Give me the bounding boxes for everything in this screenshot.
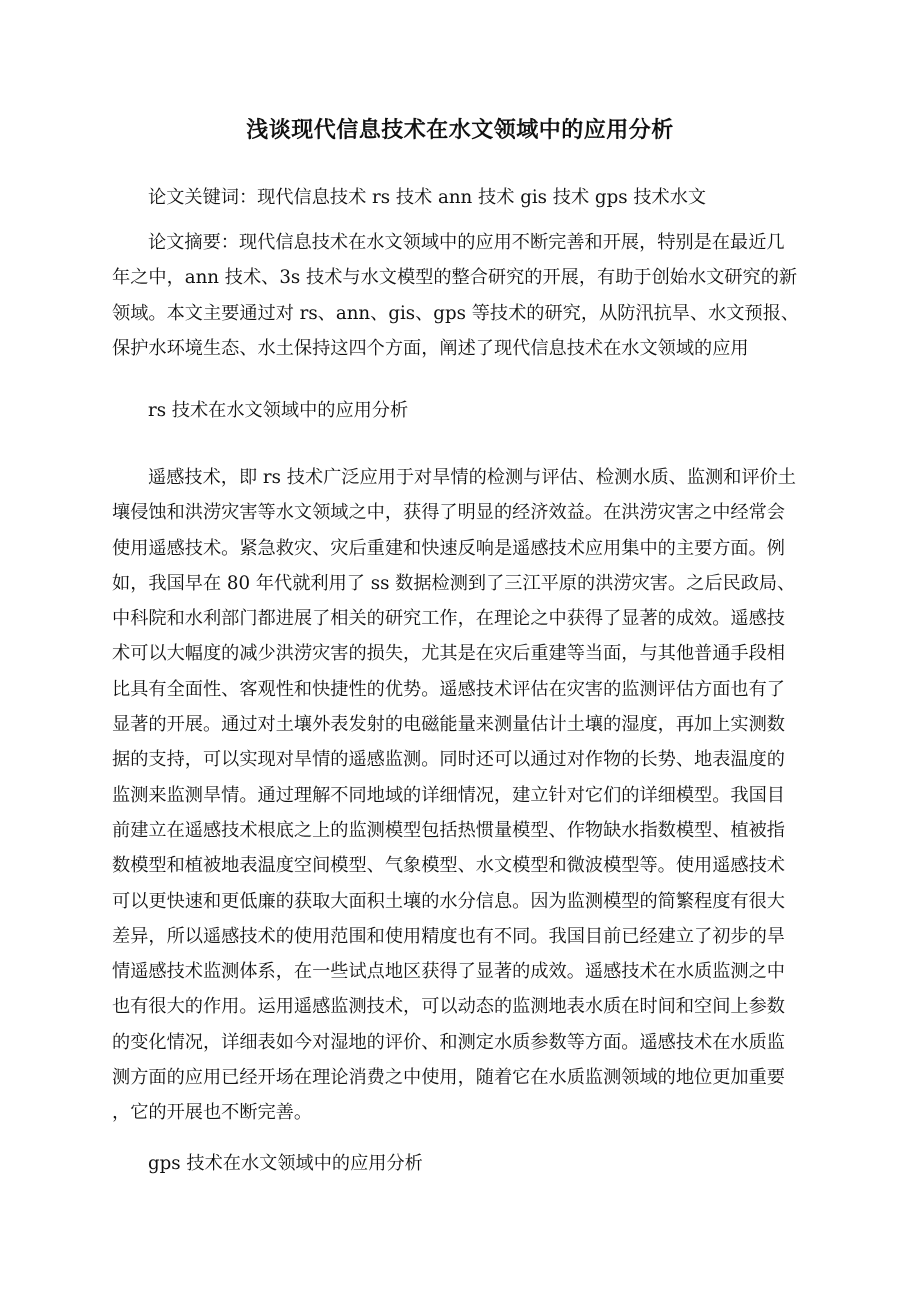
keywords-paragraph [112, 180, 832, 215]
body-line: 显著的开展。通过对土壤外表发射的电磁能量来测量估计土壤的湿度，再加上实测数 [112, 714, 785, 736]
body-line: 情遥感技术监测体系，在一些试点地区获得了显著的成效。遥感技术在水质监测之中 [112, 961, 785, 983]
keywords-text: 论文关键词：现代信息技术 rs 技术 ann 技术 gis 技术 gps 技术水文 [148, 187, 707, 208]
document-title: 浅谈现代信息技术在水文领域中的应用分析 [246, 117, 674, 143]
body-line: ，它的开展也不断完善。 [112, 1102, 313, 1124]
body-line: 测方面的应用已经开场在理论消费之中使用，随着它在水质监测领域的地位更加重要 [112, 1067, 785, 1089]
body-line: 遥感技术，即 rs 技术广泛应用于对旱情的检测与评估、检测水质、监测和评价土 [148, 467, 796, 488]
body-line: 前建立在遥感技术根底之上的监测模型包括热惯量模型、作物缺水指数模型、植被指 [112, 819, 785, 841]
body-line: 如，我国早在 80 年代就利用了 ss 数据检测到了三江平原的洪涝灾害。之后民政局、 [112, 572, 796, 594]
abstract-line: 年之中，ann 技术、3s 技术与水文模型的整合研究的开展，有助于创始水文研究的新 [112, 267, 798, 289]
body-line: 数模型和植被地表温度空间模型、气象模型、水文模型和微波模型等。使用遥感技术 [112, 855, 785, 877]
rs-body-paragraph [112, 460, 832, 1131]
body-line: 中科院和水利部门都进展了相关的研究工作，在理论之中获得了显著的成效。遥感技 [112, 608, 785, 630]
body-line: 监测来监测旱情。通过理解不同地域的详细情况，建立针对它们的详细模型。我国目 [112, 784, 785, 806]
abstract-line: 论文摘要：现代信息技术在水文领域中的应用不断完善和开展，特别是在最近几 [148, 232, 785, 253]
body-line: 比具有全面性、客观性和快捷性的优势。遥感技术评估在灾害的监测评估方面也有了 [112, 678, 785, 700]
section-heading-gps [112, 1146, 832, 1181]
abstract-line: 保护水环境生态、水土保持这四个方面，阐述了现代信息技术在水文领域的应用 [112, 337, 749, 359]
body-line: 也有很大的作用。运用遥感监测技术，可以动态的监测地表水质在时间和空间上参数 [112, 996, 785, 1018]
body-line: 使用遥感技术。紧急救灾、灾后重建和快速反响是遥感技术应用集中的主要方面。例 [112, 537, 785, 559]
body-line: 的变化情况，详细表如今对湿地的评价、和测定水质参数等方面。遥感技术在水质监 [112, 1031, 785, 1053]
abstract-paragraph [112, 225, 832, 366]
body-line: 差异，所以遥感技术的使用范围和使用精度也有不同。我国目前已经建立了初步的旱 [112, 925, 785, 947]
body-line: 据的支持，可以实现对旱情的遥感监测。同时还可以通过对作物的长势、地表温度的 [112, 749, 785, 771]
body-line: 术可以大幅度的减少洪涝灾害的损失，尤其是在灾后重建等当面，与其他普通手段相 [112, 643, 785, 665]
section-heading-rs [112, 393, 832, 428]
body-line: 可以更快速和更低廉的获取大面积土壤的水分信息。因为监测模型的简繁程度有很大 [112, 890, 785, 912]
abstract-line: 领域。本文主要通过对 rs、ann、gis、gps 等技术的研究，从防汛抗旱、水文预报、 [112, 302, 800, 324]
section-heading-text: gps 技术在水文领域中的应用分析 [148, 1153, 423, 1174]
body-line: 壤侵蚀和洪涝灾害等水文领域之中，获得了明显的经济效益。在洪涝灾害之中经常会 [112, 502, 785, 524]
section-heading-text: rs 技术在水文领域中的应用分析 [148, 400, 409, 421]
